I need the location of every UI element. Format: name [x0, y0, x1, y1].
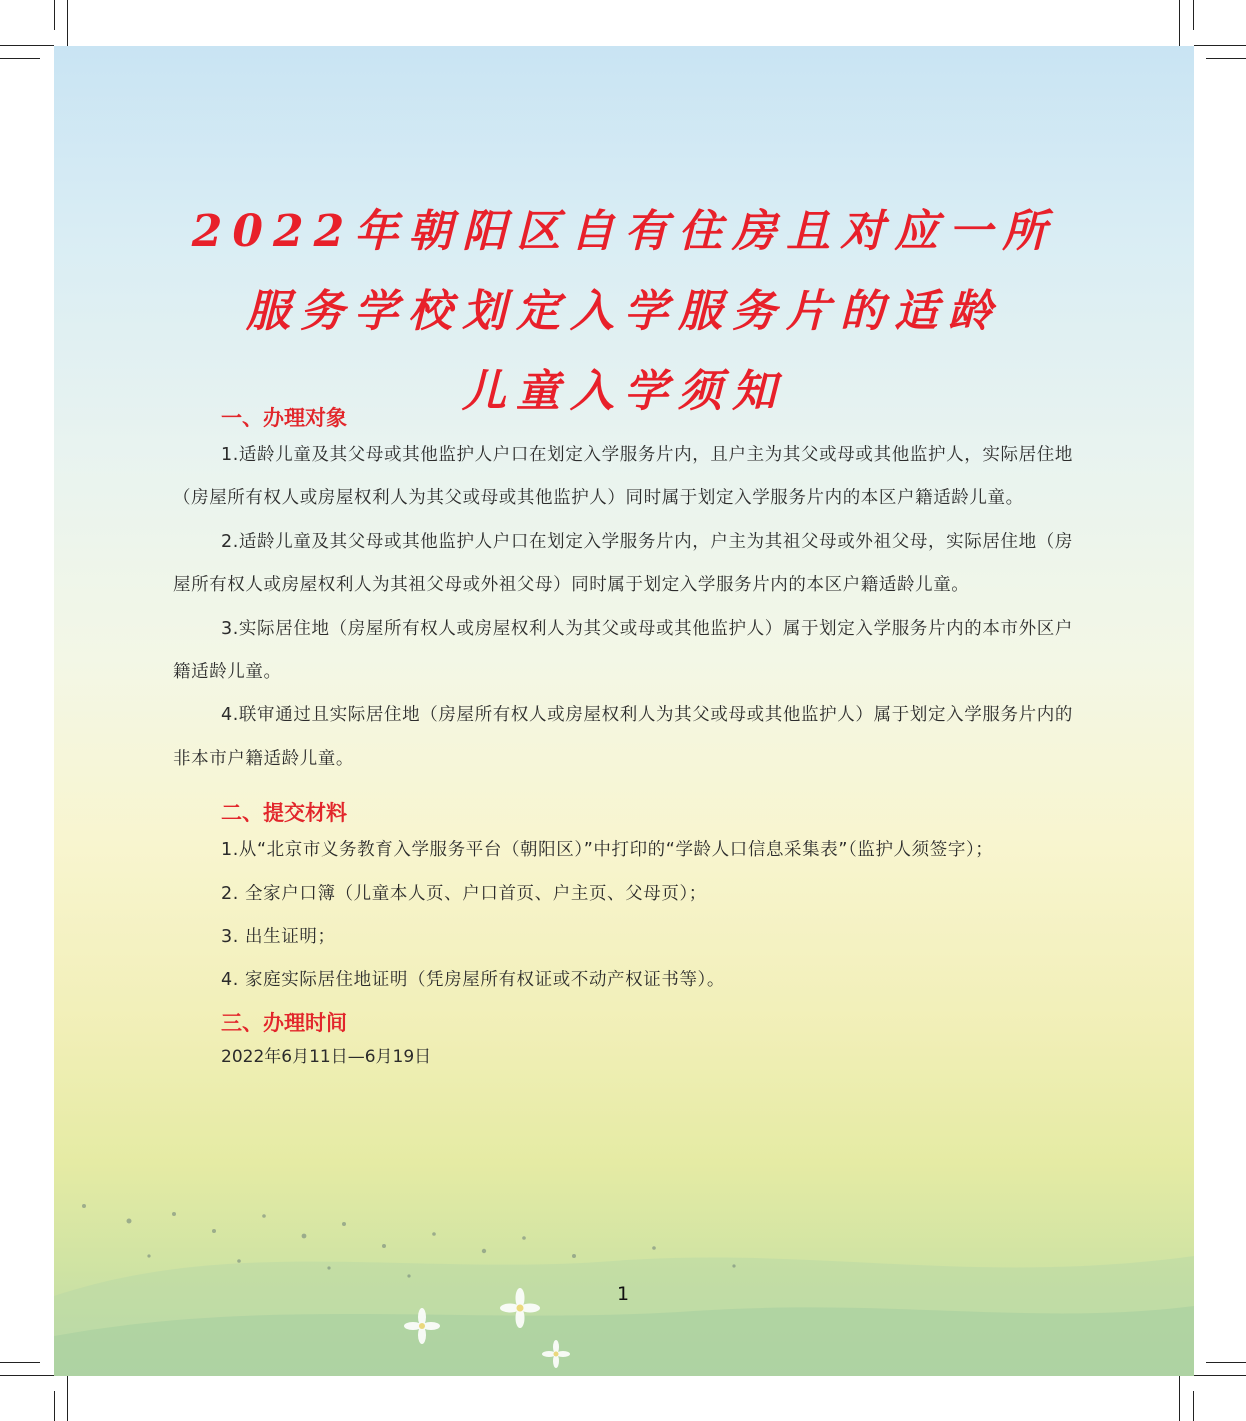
section-heading-eligibility: 一、办理对象: [221, 406, 347, 430]
title-line: 2022年朝阳区自有住房且对应一所: [191, 206, 1057, 257]
crop-mark: [67, 1376, 68, 1421]
meadow-decoration: [54, 1176, 1194, 1376]
section-heading-materials: 二、提交材料: [221, 801, 347, 826]
crop-mark: [67, 0, 68, 46]
title-line: 儿童入学须知: [462, 366, 786, 417]
crop-mark: [0, 1375, 54, 1376]
crop-mark: [1193, 0, 1194, 30]
document-body: [173, 402, 1073, 1075]
schedule-date: 2022年6月11日—6月19日: [221, 1046, 432, 1067]
crop-mark: [1194, 45, 1246, 46]
crop-mark: [1206, 1362, 1246, 1363]
crop-mark: [1179, 0, 1180, 46]
title-line: 服务学校划定入学服务片的适龄: [246, 286, 1002, 337]
crop-mark: [1179, 1376, 1180, 1421]
section-heading-schedule: 三、办理时间: [221, 1010, 347, 1035]
crop-mark: [54, 1391, 55, 1421]
eligibility-item-4: 4.联审通过且实际居住地（房屋所有权人或房屋权利人为其父或母或其他监护人）属于划定入学服务片内的非本市户籍适龄儿童。: [173, 705, 1073, 769]
crop-mark: [0, 58, 40, 59]
crop-mark: [0, 45, 54, 46]
crop-mark: [0, 1362, 40, 1363]
eligibility-item-1: 1.适龄儿童及其父母或其他监护人户口在划定入学服务片内，且户主为其父或母或其他监护人，实际居住地（房屋所有权人或房屋权利人为其父或母或其他监护人）同时属于划定入学服务片内的本区户籍适龄儿童。: [173, 445, 1073, 509]
crop-mark: [1193, 1391, 1194, 1421]
materials-item-1: 1.从“北京市义务教育入学服务平台（朝阳区）”中打印的“学龄人口信息采集表”（监护人须签字）；: [221, 840, 994, 861]
crop-mark: [1206, 58, 1246, 59]
materials-item-4: 4. 家庭实际居住地证明（凭房屋所有权证或不动产权证书等）。: [221, 970, 726, 991]
eligibility-item-2: 2.适龄儿童及其父母或其他监护人户口在划定入学服务片内，户主为其祖父母或外祖父母，实际居住地（房屋所有权人或房屋权利人为其祖父母或外祖父母）同时属于划定入学服务片内的本区户籍适龄儿童。: [173, 531, 1073, 596]
crop-mark: [1194, 1375, 1246, 1376]
crop-mark: [54, 0, 55, 30]
page-title: [54, 192, 1194, 432]
materials-item-3: 3. 出生证明；: [221, 927, 336, 948]
eligibility-item-3: 3.实际居住地（房屋所有权人或房屋权利人为其父或母或其他监护人）属于划定入学服务片内的本市外区户籍适龄儿童。: [173, 618, 1073, 683]
materials-item-2: 2. 全家户口簿（儿童本人页、户口首页、户主页、父母页）；: [221, 883, 707, 904]
page-number: 1: [616, 1283, 630, 1305]
